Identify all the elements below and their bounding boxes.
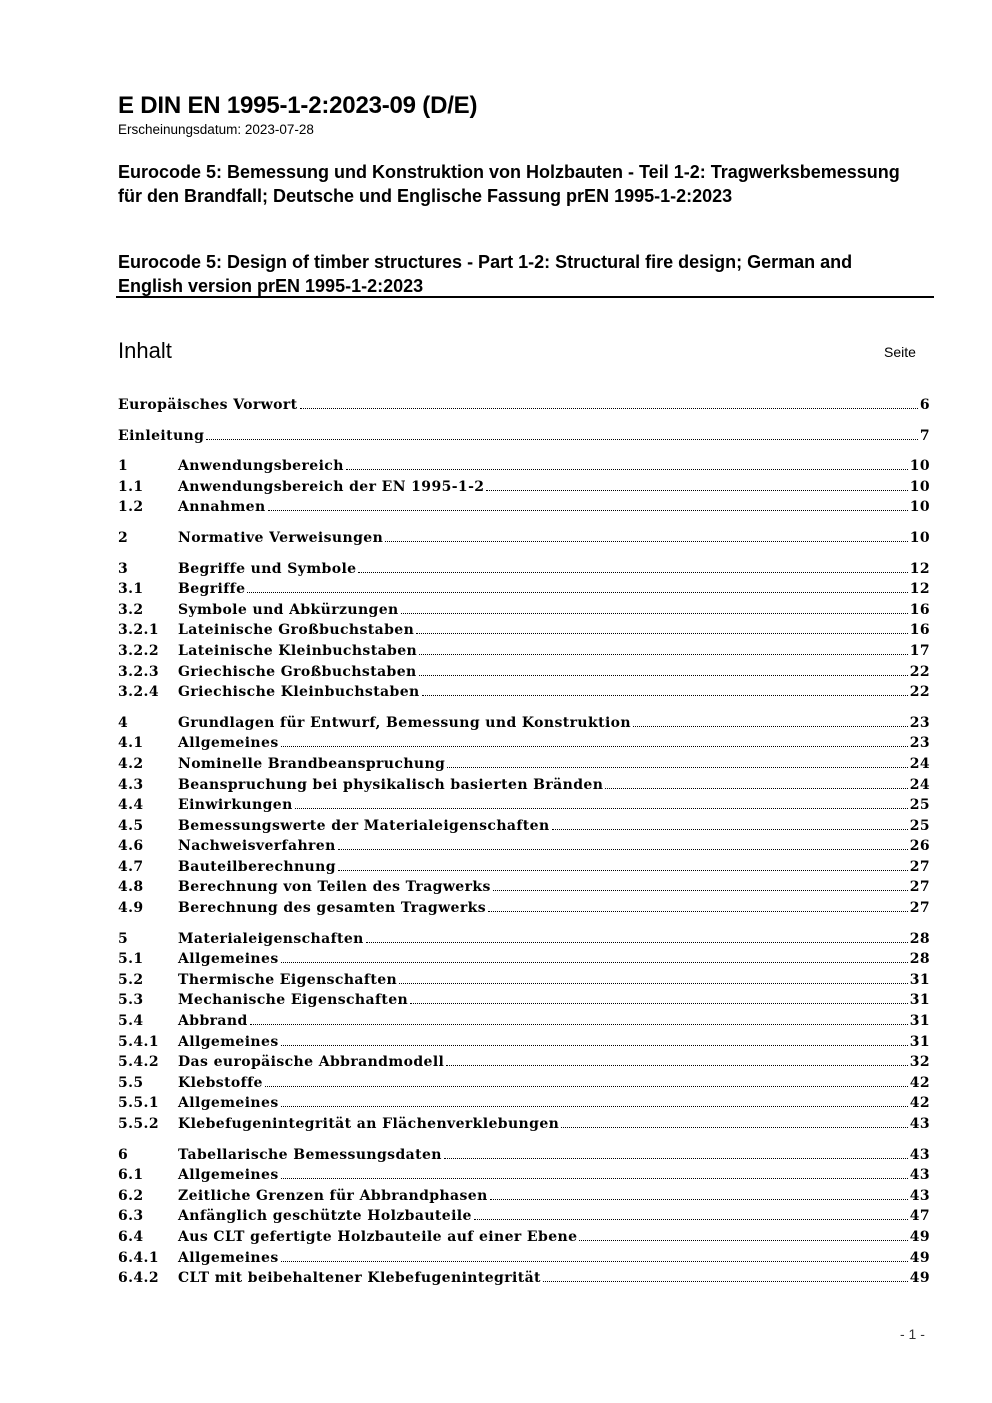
toc-entry-number: 5.5.1	[118, 1095, 159, 1112]
toc-entry[interactable]	[118, 662, 930, 683]
toc-entry[interactable]	[118, 877, 930, 898]
toc-entry-title: Grundlagen für Entwurf, Bemessung und Konstruktion	[178, 714, 632, 731]
toc-entry[interactable]	[118, 1073, 930, 1094]
toc-entry-title: Zeitliche Grenzen für Abbrandphasen	[178, 1187, 488, 1204]
toc-entry-page: 24	[909, 776, 930, 793]
toc-heading: Inhalt	[118, 338, 172, 363]
toc-entry[interactable]	[118, 641, 930, 662]
toc-entry[interactable]	[118, 682, 930, 703]
toc-page-label: Seite	[884, 344, 916, 360]
toc-dot-leader	[250, 1024, 908, 1025]
toc-entry-page: 31	[909, 992, 930, 1009]
toc-entry[interactable]	[118, 426, 930, 447]
toc-entry[interactable]	[118, 1011, 930, 1032]
toc-dot-leader	[358, 572, 907, 573]
toc-dot-leader	[338, 870, 908, 871]
toc-entry-page: 43	[909, 1116, 930, 1132]
toc-entry[interactable]	[118, 1165, 930, 1186]
toc-entry[interactable]	[118, 559, 930, 580]
toc-entry-number: 4	[118, 714, 129, 731]
title-divider	[116, 296, 934, 298]
toc-entry-page: 32	[909, 1054, 930, 1071]
toc-entry[interactable]	[118, 775, 930, 796]
toc-entry-number: 4.1	[118, 735, 144, 752]
toc-entry-title: Europäisches Vorwort	[118, 397, 298, 413]
toc-entry-number: 3.2.1	[118, 622, 159, 639]
toc-entry[interactable]	[118, 1093, 930, 1114]
toc-entry-number: 3.2.4	[118, 684, 159, 701]
toc-entry-title: Anwendungsbereich der EN 1995-1-2	[178, 478, 485, 495]
toc-entry-title: Mechanische Eigenschaften	[178, 992, 409, 1009]
toc-entry-page: 27	[909, 900, 930, 917]
toc-entry-title: Lateinische Großbuchstaben	[178, 622, 415, 639]
toc-entry[interactable]	[118, 898, 930, 919]
toc-entry-page: 10	[909, 499, 930, 516]
toc-entry-title: Das europäische Abbrandmodell	[178, 1054, 445, 1071]
toc-entry-number: 1.1	[118, 478, 144, 495]
toc-dot-leader	[268, 510, 908, 511]
document-id: E DIN EN 1995-1-2:2023-09 (D/E)	[118, 92, 478, 119]
toc-entry-title: Normative Verweisungen	[178, 529, 384, 546]
toc-dot-leader	[490, 1199, 908, 1200]
toc-entry[interactable]	[118, 528, 930, 549]
toc-entry-page: 43	[909, 1167, 930, 1184]
toc-entry-page: 25	[909, 817, 930, 834]
page-number: - 1 -	[900, 1326, 925, 1342]
toc-entry-number: 6.4.2	[118, 1270, 159, 1287]
toc-dot-leader	[281, 1178, 908, 1179]
publication-date: Erscheinungsdatum: 2023-07-28	[118, 122, 314, 137]
toc-entry[interactable]	[118, 754, 930, 775]
toc-entry-title: Nominelle Brandbeanspruchung	[178, 755, 446, 772]
toc-dot-leader	[247, 592, 907, 593]
toc-entry-title: Einwirkungen	[178, 797, 293, 814]
toc-entry-number: 5	[118, 930, 129, 947]
toc-entry-number: 4.2	[118, 755, 144, 772]
toc-dot-leader	[474, 1219, 908, 1220]
toc-entry-number: 3.1	[118, 581, 144, 598]
toc-entry[interactable]	[118, 1032, 930, 1053]
toc-entry[interactable]	[118, 836, 930, 857]
toc-entry-page: 42	[909, 1095, 930, 1112]
toc-entry-number: 4.7	[118, 858, 144, 875]
toc-dot-leader	[295, 808, 908, 809]
toc-entry-page: 49	[909, 1270, 930, 1287]
toc-entry-title: Allgemeines	[178, 735, 279, 752]
toc-entry-title: Einleitung	[118, 427, 205, 444]
toc-entry-number: 3.2.3	[118, 663, 159, 680]
toc-entry-title: Begriffe	[178, 581, 246, 598]
title-english: Eurocode 5: Design of timber structures - Part 1-2: Structural fire design; German and English version prEN 1995-1-2:2023	[118, 252, 853, 296]
toc-dot-leader	[486, 490, 907, 491]
toc-entry-page: 10	[909, 458, 930, 475]
toc-entry[interactable]	[118, 1206, 930, 1227]
toc-entry-number: 5.4.2	[118, 1054, 159, 1071]
toc-dot-leader	[265, 1086, 908, 1087]
toc-entry-number: 5.4.1	[118, 1033, 159, 1050]
table-of-contents	[118, 395, 930, 1289]
toc-dot-leader	[561, 1127, 907, 1128]
toc-dot-leader	[488, 911, 908, 912]
toc-entry-number: 1.2	[118, 499, 144, 516]
toc-dot-leader	[605, 788, 907, 789]
toc-entry-number: 4.4	[118, 797, 144, 814]
toc-entry[interactable]	[118, 1145, 930, 1166]
toc-entry-page: 43	[909, 1146, 930, 1163]
toc-entry-title: Tabellarische Bemessungsdaten	[178, 1146, 442, 1163]
toc-dot-leader	[579, 1240, 907, 1241]
toc-entry-number: 4.3	[118, 776, 144, 793]
toc-entry-page: 22	[909, 684, 930, 701]
toc-entry[interactable]	[118, 795, 930, 816]
toc-entry-page: 25	[909, 797, 930, 814]
toc-dot-leader	[416, 633, 908, 634]
toc-dot-leader	[281, 1106, 908, 1107]
toc-dot-leader	[401, 613, 908, 614]
toc-dot-leader	[346, 469, 908, 470]
toc-entry-page: 16	[909, 622, 930, 639]
toc-entry-title: Aus CLT gefertigte Holzbauteile auf einer Ebene	[178, 1228, 578, 1245]
toc-entry[interactable]	[118, 970, 930, 991]
toc-dot-leader	[552, 829, 908, 830]
toc-entry-page: 26	[909, 838, 930, 855]
toc-entry-number: 4.6	[118, 838, 144, 855]
toc-dot-leader	[422, 695, 908, 696]
toc-entry-page: 42	[909, 1074, 930, 1091]
toc-entry-page: 17	[909, 642, 930, 659]
toc-dot-leader	[633, 726, 908, 727]
toc-entry-title: Anfänglich geschützte Holzbauteile	[178, 1208, 472, 1225]
toc-entry-page: 6	[919, 397, 930, 413]
toc-entry-page: 49	[909, 1228, 930, 1245]
toc-entry-page: 49	[909, 1249, 930, 1266]
toc-entry-number: 1	[118, 458, 129, 475]
toc-dot-leader	[385, 541, 908, 542]
toc-entry-title: Allgemeines	[178, 1167, 279, 1184]
toc-entry[interactable]	[118, 1052, 930, 1073]
toc-entry-number: 2	[118, 529, 129, 546]
toc-entry[interactable]	[118, 816, 930, 837]
toc-entry-title: Berechnung von Teilen des Tragwerks	[178, 879, 491, 896]
toc-entry-page: 10	[909, 529, 930, 546]
toc-entry[interactable]	[118, 456, 930, 477]
title-german: Eurocode 5: Bemessung und Konstruktion von Holzbauten - Teil 1-2: Tragwerksbemessung für den Brandfall; Deutsche und Englische Fassung prEN 1995-1-2:2023	[118, 162, 900, 206]
toc-entry[interactable]	[118, 929, 930, 950]
toc-dot-leader	[281, 962, 908, 963]
toc-entry-title: CLT mit beibehaltener Klebefugenintegrität	[178, 1270, 541, 1287]
toc-dot-leader	[493, 890, 908, 891]
toc-entry-page: 23	[909, 735, 930, 752]
toc-dot-leader	[300, 408, 918, 409]
toc-entry[interactable]	[118, 395, 930, 416]
toc-entry-title: Allgemeines	[178, 1033, 279, 1050]
toc-dot-leader	[338, 849, 908, 850]
toc-entry-number: 5.3	[118, 992, 144, 1009]
toc-entry[interactable]	[118, 1186, 930, 1207]
toc-entry[interactable]	[118, 713, 930, 734]
toc-entry-page: 10	[909, 478, 930, 495]
toc-entry-number: 5.5.2	[118, 1116, 159, 1132]
toc-dot-leader	[419, 675, 908, 676]
toc-entry-page: 16	[909, 601, 930, 618]
toc-entry-title: Thermische Eigenschaften	[178, 971, 398, 988]
toc-entry-title: Anwendungsbereich	[178, 458, 344, 475]
toc-entry-page: 22	[909, 663, 930, 680]
toc-entry-title: Klebstoffe	[178, 1074, 263, 1091]
toc-entry-number: 4.8	[118, 879, 144, 896]
toc-entry-page: 31	[909, 1033, 930, 1050]
toc-entry-page: 27	[909, 879, 930, 896]
toc-entry[interactable]	[118, 1114, 930, 1135]
toc-entry-number: 6.4.1	[118, 1249, 159, 1266]
toc-dot-leader	[281, 746, 908, 747]
toc-entry-page: 24	[909, 755, 930, 772]
toc-entry-number: 3.2	[118, 601, 144, 618]
toc-entry-title: Bemessungswerte der Materialeigenschaften	[178, 817, 550, 834]
toc-entry-page: 12	[909, 560, 930, 577]
toc-entry-title: Begriffe und Symbole	[178, 560, 357, 577]
toc-dot-leader	[543, 1281, 908, 1282]
toc-dot-leader	[444, 1158, 908, 1159]
toc-dot-leader	[410, 1003, 908, 1004]
toc-entry-title: Symbole und Abkürzungen	[178, 601, 399, 618]
toc-entry-page: 28	[909, 951, 930, 968]
toc-entry-number: 6	[118, 1146, 129, 1163]
toc-entry-page: 28	[909, 930, 930, 947]
toc-entry-title: Griechische Großbuchstaben	[178, 663, 417, 680]
toc-entry-number: 5.4	[118, 1013, 144, 1030]
toc-entry[interactable]	[118, 990, 930, 1011]
toc-entry-number: 5.2	[118, 971, 144, 988]
toc-entry-title: Beanspruchung bei physikalisch basierten Bränden	[178, 776, 604, 793]
toc-dot-leader	[419, 654, 908, 655]
toc-entry-number: 6.2	[118, 1187, 144, 1204]
toc-entry-title: Lateinische Kleinbuchstaben	[178, 642, 418, 659]
toc-entry-number: 5.1	[118, 951, 144, 968]
toc-entry[interactable]	[118, 620, 930, 641]
toc-entry-title: Abbrand	[178, 1013, 248, 1030]
toc-entry-page: 23	[909, 714, 930, 731]
toc-dot-leader	[281, 1045, 908, 1046]
toc-entry-number: 3	[118, 560, 129, 577]
toc-dot-leader	[281, 1261, 908, 1262]
toc-entry-title: Griechische Kleinbuchstaben	[178, 684, 420, 701]
toc-entry-page: 43	[909, 1187, 930, 1204]
toc-entry-title: Berechnung des gesamten Tragwerks	[178, 900, 487, 917]
toc-entry[interactable]	[118, 600, 930, 621]
toc-entry-title: Materialeigenschaften	[178, 930, 364, 947]
toc-dot-leader	[399, 983, 908, 984]
toc-dot-leader	[447, 767, 907, 768]
toc-entry-title: Klebefugenintegrität an Flächenverklebungen	[178, 1116, 560, 1132]
toc-entry-title: Allgemeines	[178, 951, 279, 968]
toc-entry-page: 12	[909, 581, 930, 598]
toc-entry-title: Annahmen	[178, 499, 266, 516]
toc-dot-leader	[366, 942, 908, 943]
toc-entry-title: Nachweisverfahren	[178, 838, 336, 855]
toc-entry-number: 6.1	[118, 1167, 144, 1184]
toc-entry[interactable]	[118, 497, 930, 518]
toc-entry-number: 6.3	[118, 1208, 144, 1225]
toc-entry[interactable]	[118, 1268, 930, 1289]
toc-entry-number: 6.4	[118, 1228, 144, 1245]
toc-entry[interactable]	[118, 949, 930, 970]
toc-entry-number: 3.2.2	[118, 642, 159, 659]
toc-entry-page: 31	[909, 1013, 930, 1030]
toc-entry-page: 31	[909, 971, 930, 988]
toc-entry-title: Allgemeines	[178, 1095, 279, 1112]
toc-entry-title: Allgemeines	[178, 1249, 279, 1266]
toc-entry-page: 27	[909, 858, 930, 875]
toc-entry-number: 4.9	[118, 900, 144, 917]
toc-entry-number: 4.5	[118, 817, 144, 834]
toc-entry[interactable]	[118, 857, 930, 878]
toc-entry-number: 5.5	[118, 1074, 144, 1091]
toc-entry[interactable]	[118, 1227, 930, 1248]
toc-dot-leader	[206, 439, 918, 440]
toc-entry-title: Bauteilberechnung	[178, 858, 336, 875]
toc-entry-page: 7	[919, 427, 930, 444]
toc-entry[interactable]	[118, 477, 930, 498]
toc-entry[interactable]	[118, 579, 930, 600]
toc-entry-page: 47	[909, 1208, 930, 1225]
toc-dot-leader	[446, 1065, 907, 1066]
toc-entry[interactable]	[118, 733, 930, 754]
toc-entry[interactable]	[118, 1248, 930, 1269]
